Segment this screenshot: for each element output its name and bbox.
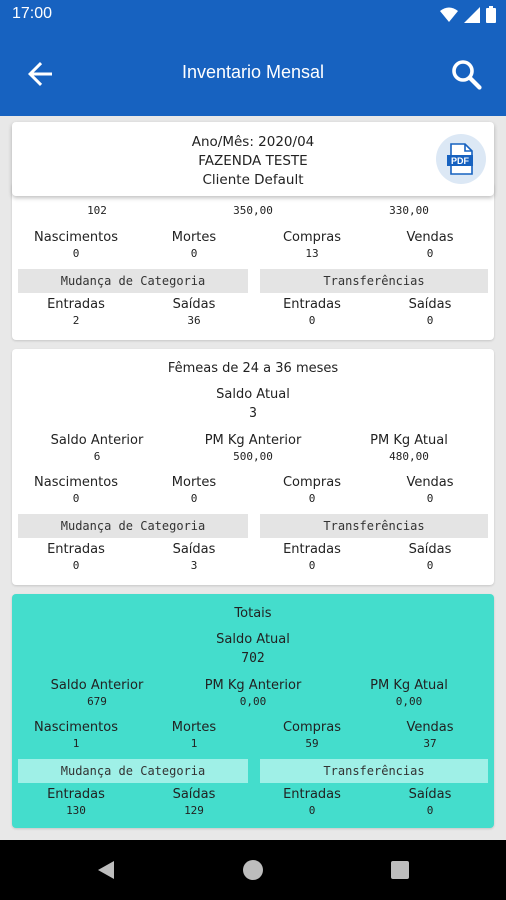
transferencias-header: Transferências: [260, 759, 488, 783]
nascimentos-value: 0: [72, 247, 80, 260]
pm-atual-label: PM Kg Atual: [370, 433, 448, 448]
farm-name: FAZENDA TESTE: [198, 153, 308, 169]
pm-anterior-label: PM Kg Anterior: [204, 678, 302, 693]
client-name: Cliente Default: [202, 172, 304, 188]
mc-saidas-label: Saídas: [172, 787, 216, 802]
tr-entradas-value: 0: [308, 314, 316, 327]
svg-text:PDF: PDF: [451, 156, 469, 166]
tr-entradas-value: 0: [308, 804, 316, 817]
pm-anterior-label: PM Kg Anterior: [204, 433, 302, 448]
row-movements: [12, 719, 494, 755]
status-bar: [0, 0, 506, 30]
tr-saidas-value: 0: [426, 559, 434, 572]
mc-saidas-label: Saídas: [172, 297, 216, 312]
mortes-value: 0: [190, 492, 198, 505]
mortes-label: Mortes: [171, 230, 217, 245]
mc-saidas-value: 3: [190, 559, 198, 572]
app-bar: [0, 30, 506, 116]
saldo-atual-label: Saldo Atual: [216, 632, 290, 647]
signal-icon: [464, 7, 480, 23]
compras-value: 13: [305, 247, 319, 260]
tr-saidas-label: Saídas: [408, 542, 452, 557]
nascimentos-label: Nascimentos: [34, 230, 118, 245]
row-movements: [12, 474, 494, 510]
nascimentos-label: Nascimentos: [34, 720, 118, 735]
mc-entradas-label: Entradas: [47, 297, 105, 312]
tr-saidas-value: 0: [426, 314, 434, 327]
nav-home-icon[interactable]: [241, 858, 265, 882]
pm-anterior-value: 350,00: [233, 204, 273, 217]
saldo-anterior-value: 679: [87, 695, 107, 708]
saldo-atual-value: 3: [249, 406, 257, 421]
saldo-atual-label: Saldo Atual: [216, 387, 290, 402]
row-movements: [12, 229, 494, 265]
transferencias-header: Transferências: [260, 514, 488, 538]
totals-card: [12, 594, 494, 828]
tr-saidas-value: 0: [426, 804, 434, 817]
category-title: Fêmeas de 24 a 36 meses: [167, 361, 339, 376]
mudanca-categoria-header: Mudança de Categoria: [18, 759, 248, 783]
vendas-value: 37: [423, 737, 437, 750]
pm-atual-value: 480,00: [389, 450, 429, 463]
pm-anterior-value: 500,00: [233, 450, 273, 463]
vendas-value: 0: [426, 247, 434, 260]
vendas-value: 0: [426, 492, 434, 505]
saldo-anterior-label: Saldo Anterior: [50, 433, 144, 448]
row-balances: [12, 677, 494, 713]
tr-entradas-value: 0: [308, 559, 316, 572]
pm-atual-value: 330,00: [389, 204, 429, 217]
saldo-atual-value: 702: [241, 651, 265, 666]
pdf-icon: [446, 143, 476, 175]
mc-saidas-value: 36: [187, 314, 201, 327]
mortes-label: Mortes: [171, 475, 217, 490]
mc-entradas-label: Entradas: [47, 542, 105, 557]
saldo-anterior-label: Saldo Anterior: [50, 678, 144, 693]
system-nav-bar: [0, 840, 506, 900]
nascimentos-value: 0: [72, 492, 80, 505]
category-card: [12, 182, 494, 340]
tr-saidas-label: Saídas: [408, 787, 452, 802]
mc-saidas-value: 129: [184, 804, 204, 817]
tr-saidas-label: Saídas: [408, 297, 452, 312]
mc-entradas-label: Entradas: [47, 787, 105, 802]
nascimentos-value: 1: [72, 737, 80, 750]
pdf-export-button[interactable]: [436, 134, 486, 184]
row-transfers: [12, 541, 494, 577]
wifi-icon: [440, 7, 458, 23]
vendas-label: Vendas: [406, 720, 454, 735]
compras-label: Compras: [282, 475, 342, 490]
tr-entradas-label: Entradas: [283, 297, 341, 312]
category-card: [12, 349, 494, 585]
row-transfers: [12, 296, 494, 332]
battery-icon: [486, 6, 496, 23]
vendas-label: Vendas: [406, 475, 454, 490]
mortes-value: 0: [190, 247, 198, 260]
tr-entradas-label: Entradas: [283, 542, 341, 557]
nav-recents-icon[interactable]: [388, 858, 412, 882]
header-card: [12, 122, 494, 196]
totals-title: Totais: [234, 606, 272, 621]
search-icon[interactable]: [448, 56, 484, 92]
pm-anterior-value: 0,00: [239, 695, 267, 708]
mc-entradas-value: 2: [72, 314, 80, 327]
period-text: Ano/Mês: 2020/04: [191, 134, 315, 150]
vendas-label: Vendas: [406, 230, 454, 245]
mc-entradas-value: 130: [66, 804, 86, 817]
compras-label: Compras: [282, 230, 342, 245]
pm-atual-label: PM Kg Atual: [370, 678, 448, 693]
row-transfers: [12, 786, 494, 822]
nascimentos-label: Nascimentos: [34, 475, 118, 490]
status-time: 17:00: [12, 5, 53, 22]
nav-back-icon[interactable]: [94, 858, 118, 882]
mc-entradas-value: 0: [72, 559, 80, 572]
compras-label: Compras: [282, 720, 342, 735]
page-title: Inventario Mensal: [181, 62, 325, 82]
pm-atual-value: 0,00: [395, 695, 423, 708]
mortes-value: 1: [190, 737, 198, 750]
mudanca-categoria-header: Mudança de Categoria: [18, 269, 248, 293]
inventory-list[interactable]: [0, 116, 506, 840]
compras-value: 59: [305, 737, 319, 750]
compras-value: 0: [308, 492, 316, 505]
saldo-anterior-value: 102: [87, 204, 107, 217]
mudanca-categoria-header: Mudança de Categoria: [18, 514, 248, 538]
tr-entradas-label: Entradas: [283, 787, 341, 802]
row-balances: [12, 432, 494, 468]
saldo-anterior-value: 6: [93, 450, 101, 463]
mc-saidas-label: Saídas: [172, 542, 216, 557]
mortes-label: Mortes: [171, 720, 217, 735]
transferencias-header: Transferências: [260, 269, 488, 293]
